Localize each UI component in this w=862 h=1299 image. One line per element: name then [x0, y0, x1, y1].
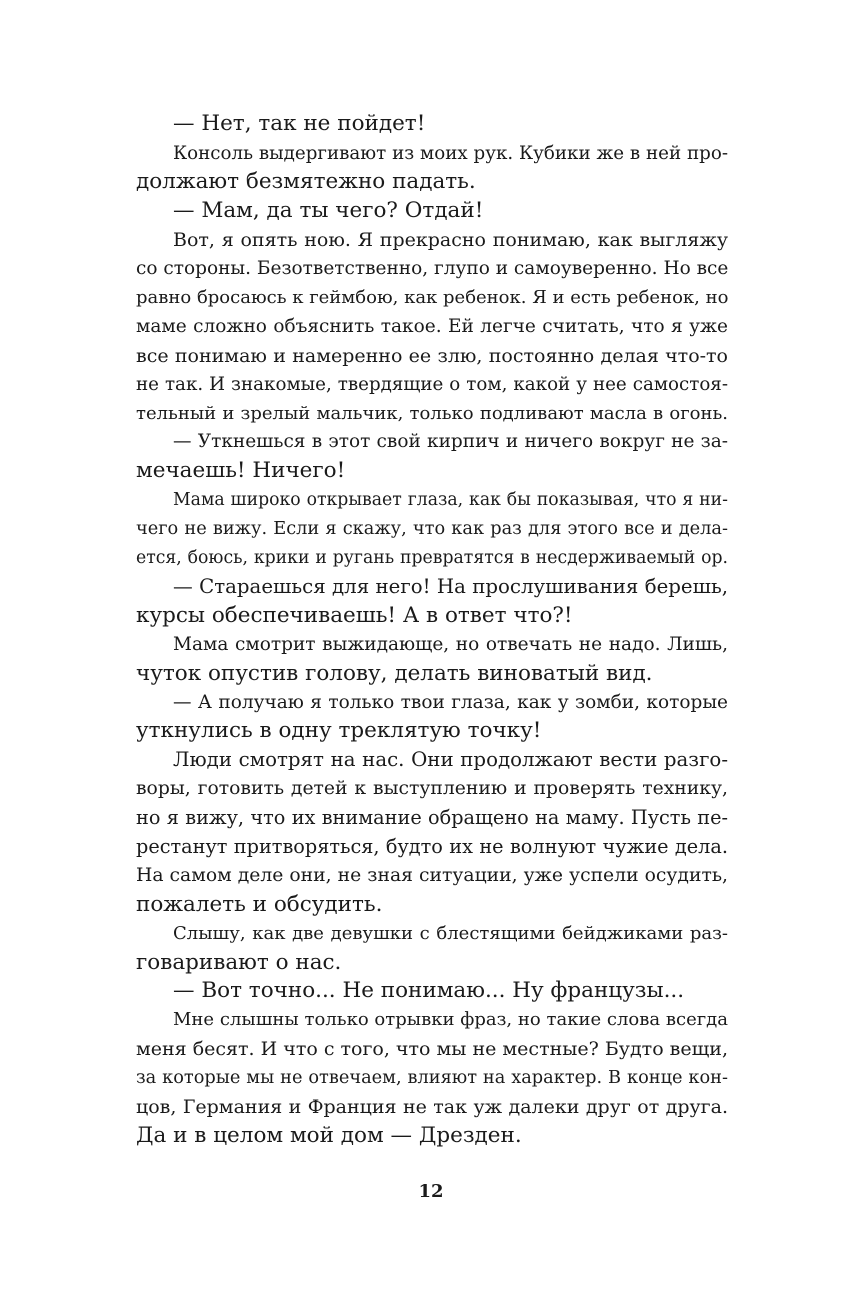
text-line: но я вижу, что их внимание обращено на маму. Пусть пе-	[136, 806, 728, 829]
text-line: пожалеть и обсудить.	[136, 892, 383, 917]
text-line: — А получаю я только твои глаза, как у зомби, которые	[173, 692, 728, 713]
text-line: Мама смотрит выжидающе, но отвечать не надо. Лишь,	[173, 634, 728, 655]
text-line: Слышу, как две девушки с блестящими бейджиками раз-	[173, 923, 728, 944]
text-line: тельный и зрелый мальчик, только подливают масла в огонь.	[136, 403, 728, 424]
text-line: — Стараешься для него! На прослушивания берешь,	[173, 575, 728, 598]
text-line: Консоль выдергивают из моих рук. Кубики же в ней про-	[173, 143, 728, 164]
text-line: На самом деле они, не зная ситуации, уже успели осудить,	[136, 865, 728, 886]
text-line: Люди смотрят на нас. Они продолжают вести разго-	[173, 748, 728, 771]
text-line: Вот, я опять ною. Я прекрасно понимаю, как выгляжу	[173, 229, 728, 251]
text-line: — Вот точно... Не понимаю... Ну французы...	[173, 978, 685, 1003]
text-line: чуток опустив голову, делать виноватый вид.	[136, 661, 653, 686]
text-line: равно бросаюсь к геймбою, как ребенок. Я и есть ребенок, но	[136, 287, 729, 308]
text-line: Да и в целом мой дом — Дрезден.	[136, 1123, 522, 1148]
text-line: чего не вижу. Если я скажу, что как раз для этого все и дела-	[136, 519, 728, 539]
text-line: — Нет, так не пойдет!	[173, 111, 426, 136]
text-line: маме сложно объяснить такое. Ей легче считать, что я уже	[136, 316, 728, 337]
text-line: меня бесят. И что с того, что мы не местные? Будто вещи,	[136, 1038, 728, 1060]
text-line: говаривают о нас.	[136, 950, 342, 975]
text-line: курсы обеспечиваешь! А в ответ что?!	[136, 603, 573, 628]
text-line: должают безмятежно падать.	[136, 169, 476, 194]
text-line: мечаешь! Ничего!	[136, 458, 346, 483]
text-line: уткнулись в одну треклятую точку!	[136, 718, 542, 743]
text-line: со стороны. Безответственно, глупо и самоуверенно. Но все	[136, 258, 729, 279]
text-line: за которые мы не отвечаем, влияют на характер. В конце кон-	[136, 1068, 728, 1088]
text-line: рестанут притворяться, будто их не волнуют чужие дела.	[136, 835, 728, 858]
text-line: ется, боюсь, крики и ругань превратятся в несдерживаемый ор.	[136, 548, 728, 568]
text-line: — Мам, да ты чего? Отдай!	[173, 198, 484, 223]
text-line: цов, Германия и Франция не так уж далеки друг от друга.	[136, 1096, 728, 1118]
text-line: воры, готовить детей к выступлению и проверять технику,	[136, 778, 728, 799]
text-line: Мама широко открывает глаза, как бы показывая, что я ни-	[173, 490, 728, 510]
text-line: — Уткнешься в этот свой кирпич и ничего вокруг не за-	[173, 431, 728, 452]
page-number: 12	[418, 1181, 444, 1202]
text-line: Мне слышны только отрывки фраз, но такие слова всегда	[173, 1009, 728, 1030]
text-line: не так. И знакомые, твердящие о том, какой у нее самостоя-	[136, 374, 728, 395]
text-line: все понимаю и намеренно ее злю, постоянно делая что-то	[136, 345, 728, 367]
